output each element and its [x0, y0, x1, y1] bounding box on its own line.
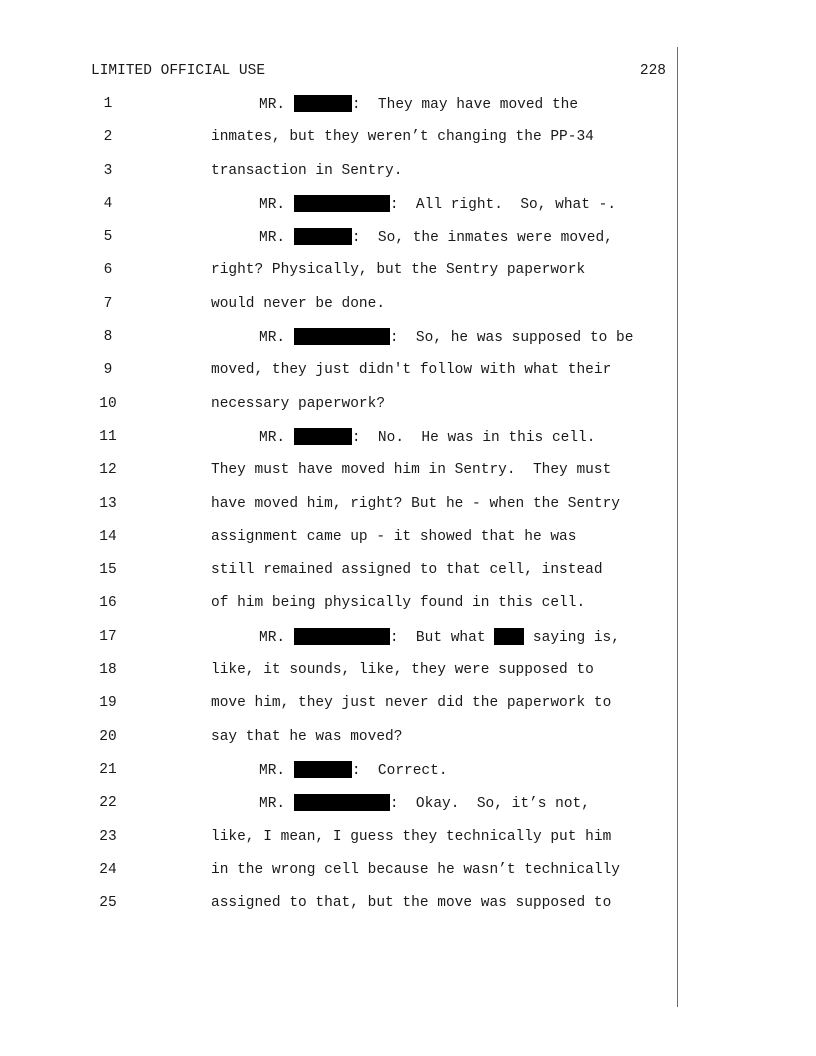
text-segment: assignment came up - it showed that he was: [211, 528, 577, 545]
text-segment: : All right. So, what -.: [389, 196, 617, 213]
line-text: [211, 361, 611, 379]
redaction-box: [294, 95, 352, 112]
line-text: [211, 162, 402, 180]
line-number: 24: [99, 861, 117, 878]
line-text: [211, 261, 585, 279]
line-number: 12: [99, 462, 117, 479]
text-segment: still remained assigned to that cell, instead: [211, 562, 603, 579]
text-segment: MR.: [259, 429, 294, 446]
text-segment: move him, they just never did the paperwork to: [211, 695, 612, 712]
text-segment: would never be done.: [211, 295, 386, 312]
transcript-line: [0, 592, 816, 625]
text-segment: MR.: [259, 330, 294, 347]
transcript-line: [0, 792, 816, 825]
line-number: 9: [103, 362, 113, 379]
line-number: 21: [99, 761, 117, 778]
line-text: [211, 395, 385, 413]
text-segment: inmates, but they weren’t changing the PP-34: [211, 129, 594, 146]
text-segment: of him being physically found in this cell.: [211, 595, 586, 612]
transcript-line: [0, 826, 816, 859]
line-number: 25: [99, 895, 117, 912]
redaction-box: [294, 628, 390, 645]
line-text: [211, 495, 620, 513]
line-number: 18: [99, 662, 117, 679]
redaction-box: [294, 794, 390, 811]
line-number: 17: [99, 628, 117, 645]
line-number: 15: [99, 562, 117, 579]
line-text: [211, 861, 620, 879]
line-number: 22: [99, 795, 117, 812]
text-segment: : They may have moved the: [351, 97, 579, 113]
redaction-box: [294, 195, 390, 212]
text-segment: like, I mean, I guess they technically put him: [211, 828, 612, 845]
transcript-line: [0, 359, 816, 392]
text-segment: : Okay. So, it’s not,: [389, 796, 590, 813]
transcript-line: [0, 426, 816, 459]
text-segment: MR.: [259, 762, 294, 779]
text-segment: like, it sounds, like, they were supposed to: [211, 662, 594, 679]
line-text: [211, 528, 576, 546]
line-text: [211, 828, 611, 846]
line-number: 13: [99, 495, 117, 512]
text-segment: assigned to that, but the move was supposed to: [211, 895, 612, 912]
text-segment: MR.: [259, 796, 294, 813]
line-text: [211, 128, 594, 146]
transcript-line: [0, 226, 816, 259]
line-text: [259, 794, 590, 813]
transcript-line: [0, 759, 816, 792]
line-number: 1: [103, 96, 113, 112]
transcript-line: [0, 93, 816, 126]
text-segment: MR.: [259, 629, 294, 646]
line-number: 10: [99, 395, 117, 412]
redaction-box: [294, 328, 390, 345]
line-number: 6: [103, 262, 113, 279]
text-segment: : But what: [389, 629, 495, 646]
page-number: 228: [639, 63, 666, 79]
text-segment: : No. He was in this cell.: [351, 429, 596, 446]
text-segment: moved, they just didn't follow with what their: [211, 362, 612, 379]
line-text: [211, 295, 385, 313]
line-text: [259, 328, 633, 347]
line-number: 19: [99, 695, 117, 712]
line-text: [259, 228, 613, 247]
redaction-box: [494, 628, 524, 645]
line-text: [211, 894, 611, 912]
transcript-line: [0, 293, 816, 326]
text-segment: MR.: [259, 196, 294, 213]
text-segment: have moved him, right? But he - when the Sentry: [211, 495, 620, 512]
transcript-line: [0, 526, 816, 559]
text-segment: MR.: [259, 97, 294, 113]
transcript-line: [0, 892, 816, 925]
line-text: [211, 594, 585, 612]
line-text: [259, 628, 620, 647]
text-segment: They must have moved him in Sentry. They must: [211, 462, 612, 479]
transcript-line: [0, 859, 816, 892]
line-number: 8: [103, 329, 113, 346]
line-number: 3: [103, 162, 113, 179]
transcript-line: [0, 193, 816, 226]
transcript-line: [0, 459, 816, 492]
text-segment: MR.: [259, 230, 294, 247]
text-segment: : So, he was supposed to be: [389, 330, 634, 347]
line-number: 16: [99, 595, 117, 612]
text-segment: : So, the inmates were moved,: [351, 230, 613, 247]
line-number: 7: [103, 295, 113, 312]
line-number: 23: [99, 828, 117, 845]
line-number: 11: [99, 428, 117, 445]
transcript-lines: [0, 93, 816, 925]
line-number: 2: [103, 129, 113, 146]
transcript-line: [0, 326, 816, 359]
text-segment: transaction in Sentry.: [211, 162, 403, 179]
line-text: [211, 694, 611, 712]
transcript-line: [0, 259, 816, 292]
transcript-line: [0, 692, 816, 725]
transcript-line: [0, 626, 816, 659]
transcript-line: [0, 659, 816, 692]
line-text: [211, 561, 603, 579]
line-number: 4: [103, 195, 113, 212]
line-number: 14: [99, 528, 117, 545]
line-text: [211, 661, 594, 679]
transcript-line: [0, 726, 816, 759]
redaction-box: [294, 428, 352, 445]
text-segment: saying is,: [524, 629, 620, 646]
redaction-box: [294, 761, 352, 778]
text-segment: right? Physically, but the Sentry paperwork: [211, 262, 586, 279]
transcript-line: [0, 126, 816, 159]
classification-header: LIMITED OFFICIAL USE: [91, 63, 266, 79]
text-segment: necessary paperwork?: [211, 395, 386, 412]
line-number: 5: [103, 229, 113, 246]
line-text: [259, 195, 616, 214]
line-text: [211, 728, 402, 746]
transcript-line: [0, 559, 816, 592]
transcript-line: [0, 160, 816, 193]
line-text: [259, 95, 578, 114]
transcript-line: [0, 393, 816, 426]
text-segment: in the wrong cell because he wasn’t technically: [211, 861, 620, 878]
text-segment: say that he was moved?: [211, 728, 403, 745]
text-segment: : Correct.: [351, 762, 448, 779]
line-text: [259, 761, 448, 780]
line-text: [259, 428, 595, 447]
line-text: [211, 461, 611, 479]
line-number: 20: [99, 728, 117, 745]
transcript-line: [0, 493, 816, 526]
redaction-box: [294, 228, 352, 245]
